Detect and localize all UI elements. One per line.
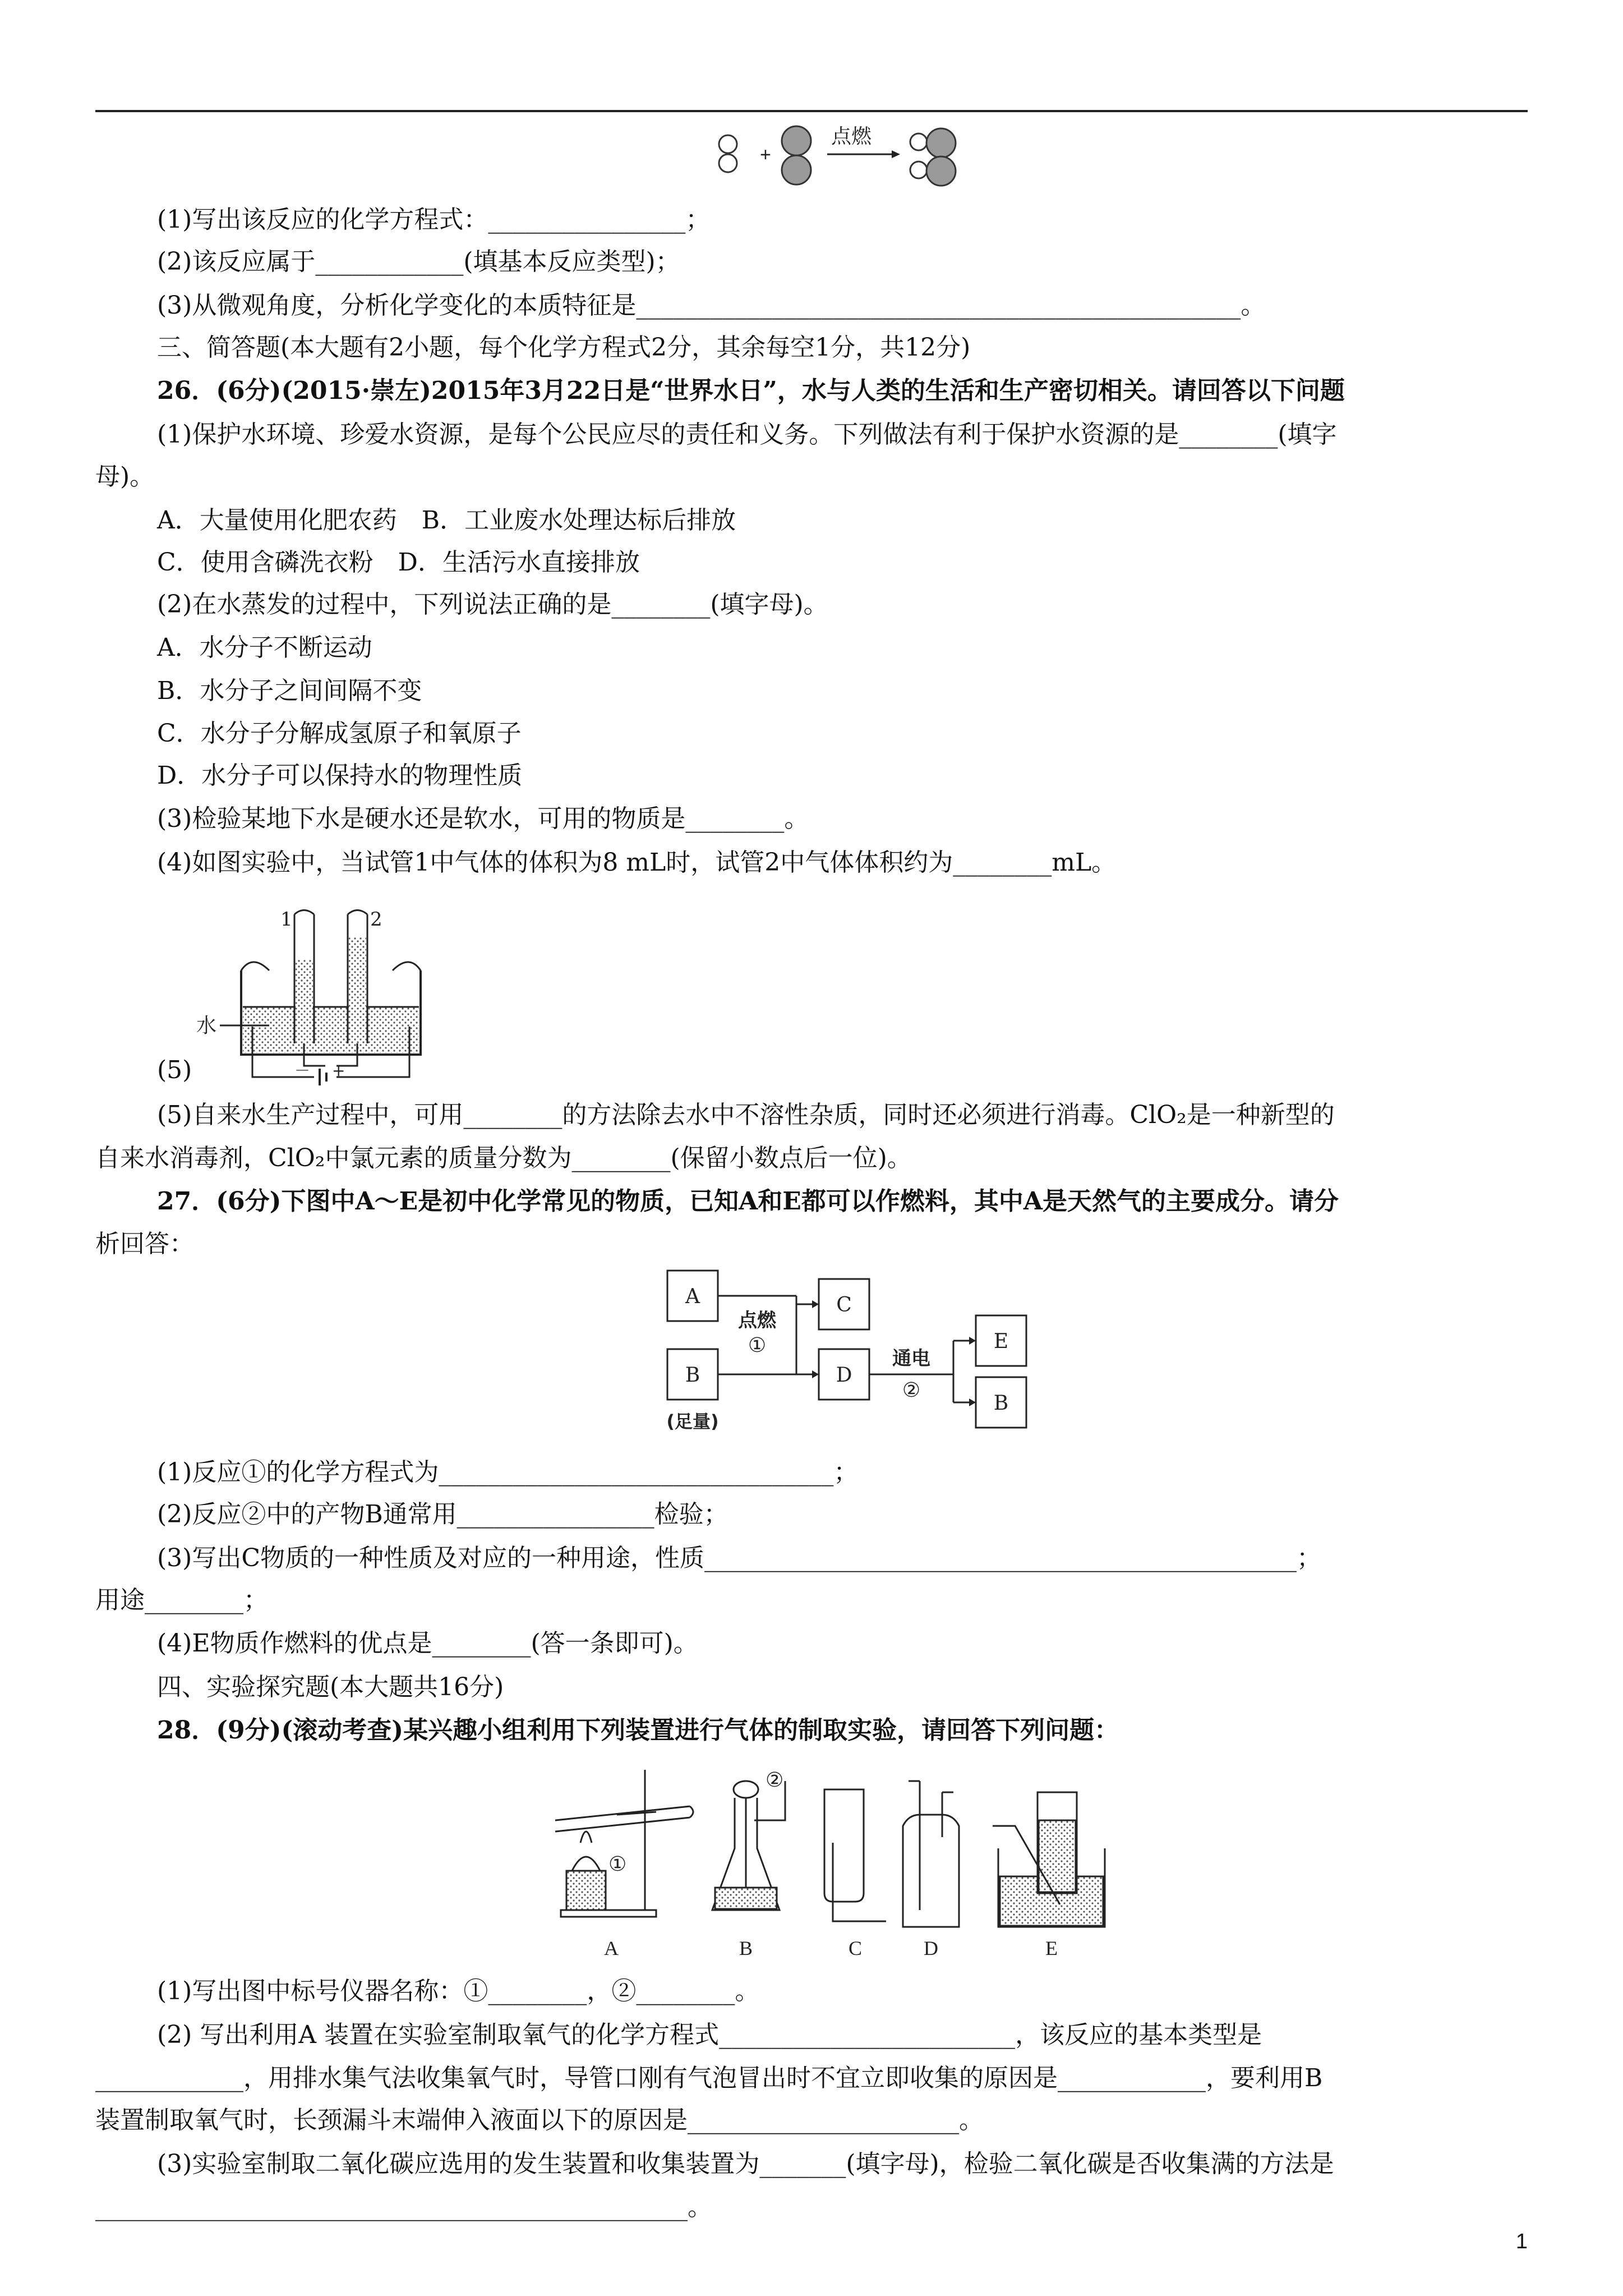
q26-part4: (4)如图实验中，当试管1中气体的体积为8 mL时，试管2中气体体积约为________mL。	[157, 848, 1117, 877]
plus-terminal: +	[332, 1061, 345, 1080]
o2-atom-top	[782, 126, 811, 155]
q26-part5-cont: 自来水消毒剂，ClO₂中氯元素的质量分数为________(保留小数点后一位)。	[95, 1144, 912, 1172]
q26-part1-cont: 母)。	[95, 462, 155, 491]
q26-part2-option-d: D．水分子可以保持水的物理性质	[157, 761, 523, 790]
o2-atom-bottom	[782, 155, 811, 185]
q28-part1: (1)写出图中标号仪器名称：①________，②________。	[157, 1977, 760, 2005]
q26-part2: (2)在水蒸发的过程中，下列说法正确的是________(填字母)。	[157, 590, 828, 619]
q28-part2-cont2: 装置制取氧气时，长颈漏斗末端伸入液面以下的原因是______________________。	[95, 2106, 984, 2134]
q25-part3: (3)从微观角度，分析化学变化的本质特征是_________________________________________________。	[157, 291, 1266, 320]
label-a: A	[604, 1937, 619, 1959]
section-3-heading: 三、简答题(本大题有2小题，每个化学方程式2分，其余每空1分，共12分)	[157, 333, 971, 362]
q27-part3-cont: 用途________；	[95, 1586, 268, 1614]
page-number: 1	[1515, 2230, 1528, 2253]
plus-sign: +	[760, 144, 771, 165]
marker-1: ①	[608, 1853, 627, 1876]
q27-stem-cont: 析回答：	[95, 1230, 194, 1258]
q26-part5: (5)自来水生产过程中，可用________的方法除去水中不溶性杂质，同时还必须进行消毒。ClO₂是一种新型的	[157, 1101, 1335, 1129]
q26-part2-option-b: B．水分子之间间隔不变	[157, 677, 422, 705]
svg-text:E: E	[993, 1330, 1009, 1353]
water-o-top	[926, 128, 956, 158]
water-label: 水	[196, 1014, 217, 1037]
tube-1-label: 1	[280, 908, 293, 931]
q27-part2: (2)反应②中的产物B通常用________________检验；	[157, 1500, 728, 1529]
q27-part3: (3)写出C物质的一种性质及对应的一种用途，性质________________________________________________；	[157, 1544, 1321, 1572]
svg-text:D: D	[836, 1364, 852, 1387]
label-c: C	[848, 1937, 863, 1959]
marker-2: ②	[766, 1769, 784, 1792]
condition-electrify: 通电	[892, 1347, 930, 1370]
label-d: D	[924, 1937, 938, 1959]
q28-part2-cont1: ____________，用排水集气法收集氧气时，导管口刚有气泡冒出时不宜立即收集的原因是____________，要利用B	[95, 2064, 1323, 2092]
tube-2-label: 2	[370, 908, 382, 931]
reaction-2-marker: ②	[902, 1379, 921, 1402]
condition-ignite: 点燃	[738, 1309, 776, 1332]
figure-5-label: (5)	[157, 1056, 192, 1084]
svg-text:B: B	[685, 1364, 700, 1387]
electrolysis-apparatus-figure	[185, 898, 454, 1088]
minus-terminal: －	[294, 1061, 311, 1080]
q27-stem: 27．(6分)下图中A～E是初中化学常见的物质，已知A和E都可以作燃料，其中A是天然气的主要成分。请分	[157, 1187, 1339, 1216]
lab-apparatus-figure	[550, 1759, 1144, 1966]
svg-text:B: B	[993, 1392, 1009, 1415]
trough-water	[243, 1007, 419, 1053]
q25-part1: (1)写出该反应的化学方程式：________________；	[157, 205, 711, 234]
water-o-bottom	[926, 157, 956, 186]
q26-stem: 26．(6分)(2015·崇左)2015年3月22日是“世界水日”，水与人类的生活和生产密切相关。请回答以下问题	[157, 376, 1345, 405]
q26-part2-option-c: C．水分子分解成氢原子和氧原子	[157, 719, 522, 748]
svg-text:A: A	[685, 1285, 700, 1308]
water-h-bottom	[910, 162, 927, 178]
label-e: E	[1045, 1937, 1058, 1959]
q26-part3: (3)检验某地下水是硬水还是软水，可用的物质是________。	[157, 804, 809, 833]
reaction-condition-label: 点燃	[831, 125, 872, 148]
q26-part1: (1)保护水环境、珍爱水资源，是每个公民应尽的责任和义务。下列做法有利于保护水资源的是________(填字	[157, 420, 1337, 449]
header-rule	[95, 110, 1528, 112]
q26-part1-options-ab: A．大量使用化肥农药 B．工业废水处理达标后排放	[157, 506, 736, 535]
substance-flow-diagram	[662, 1265, 1066, 1450]
q28-part3: (3)实验室制取二氧化碳应选用的发生装置和收集装置为_______(填字母)，检验二氧化碳是否收集满的方法是	[157, 2150, 1334, 2178]
q26-part1-options-cd: C．使用含磷洗衣粉 D．生活污水直接排放	[157, 548, 640, 577]
molecular-reaction-figure	[707, 121, 976, 194]
q26-part2-option-a: A．水分子不断运动	[157, 633, 372, 662]
q28-part3-cont: ________________________________________________。	[95, 2193, 712, 2221]
svg-text:C: C	[836, 1294, 852, 1317]
h2-atom-bottom	[719, 154, 737, 172]
reaction-1-marker: ①	[748, 1334, 767, 1357]
q27-part4: (4)E物质作燃料的优点是________(答一条即可)。	[157, 1629, 698, 1658]
q28-part2: (2) 写出利用A 装置在实验室制取氧气的化学方程式________________________，该反应的基本类型是	[157, 2021, 1262, 2049]
excess-label: (足量)	[666, 1411, 719, 1432]
q25-part2: (2)该反应属于____________(填基本反应类型)；	[157, 247, 680, 276]
water-h-top	[910, 134, 927, 150]
alcohol-lamp	[566, 1871, 606, 1910]
label-b: B	[739, 1937, 753, 1959]
q27-part1: (1)反应①的化学方程式为________________________________；	[157, 1458, 859, 1487]
section-4-heading: 四、实验探究题(本大题共16分)	[157, 1673, 504, 1701]
q28-stem: 28．(9分)(滚动考查)某兴趣小组利用下列装置进行气体的制取实验，请回答下列问题：	[157, 1716, 1119, 1745]
h2-atom-top	[719, 135, 737, 153]
